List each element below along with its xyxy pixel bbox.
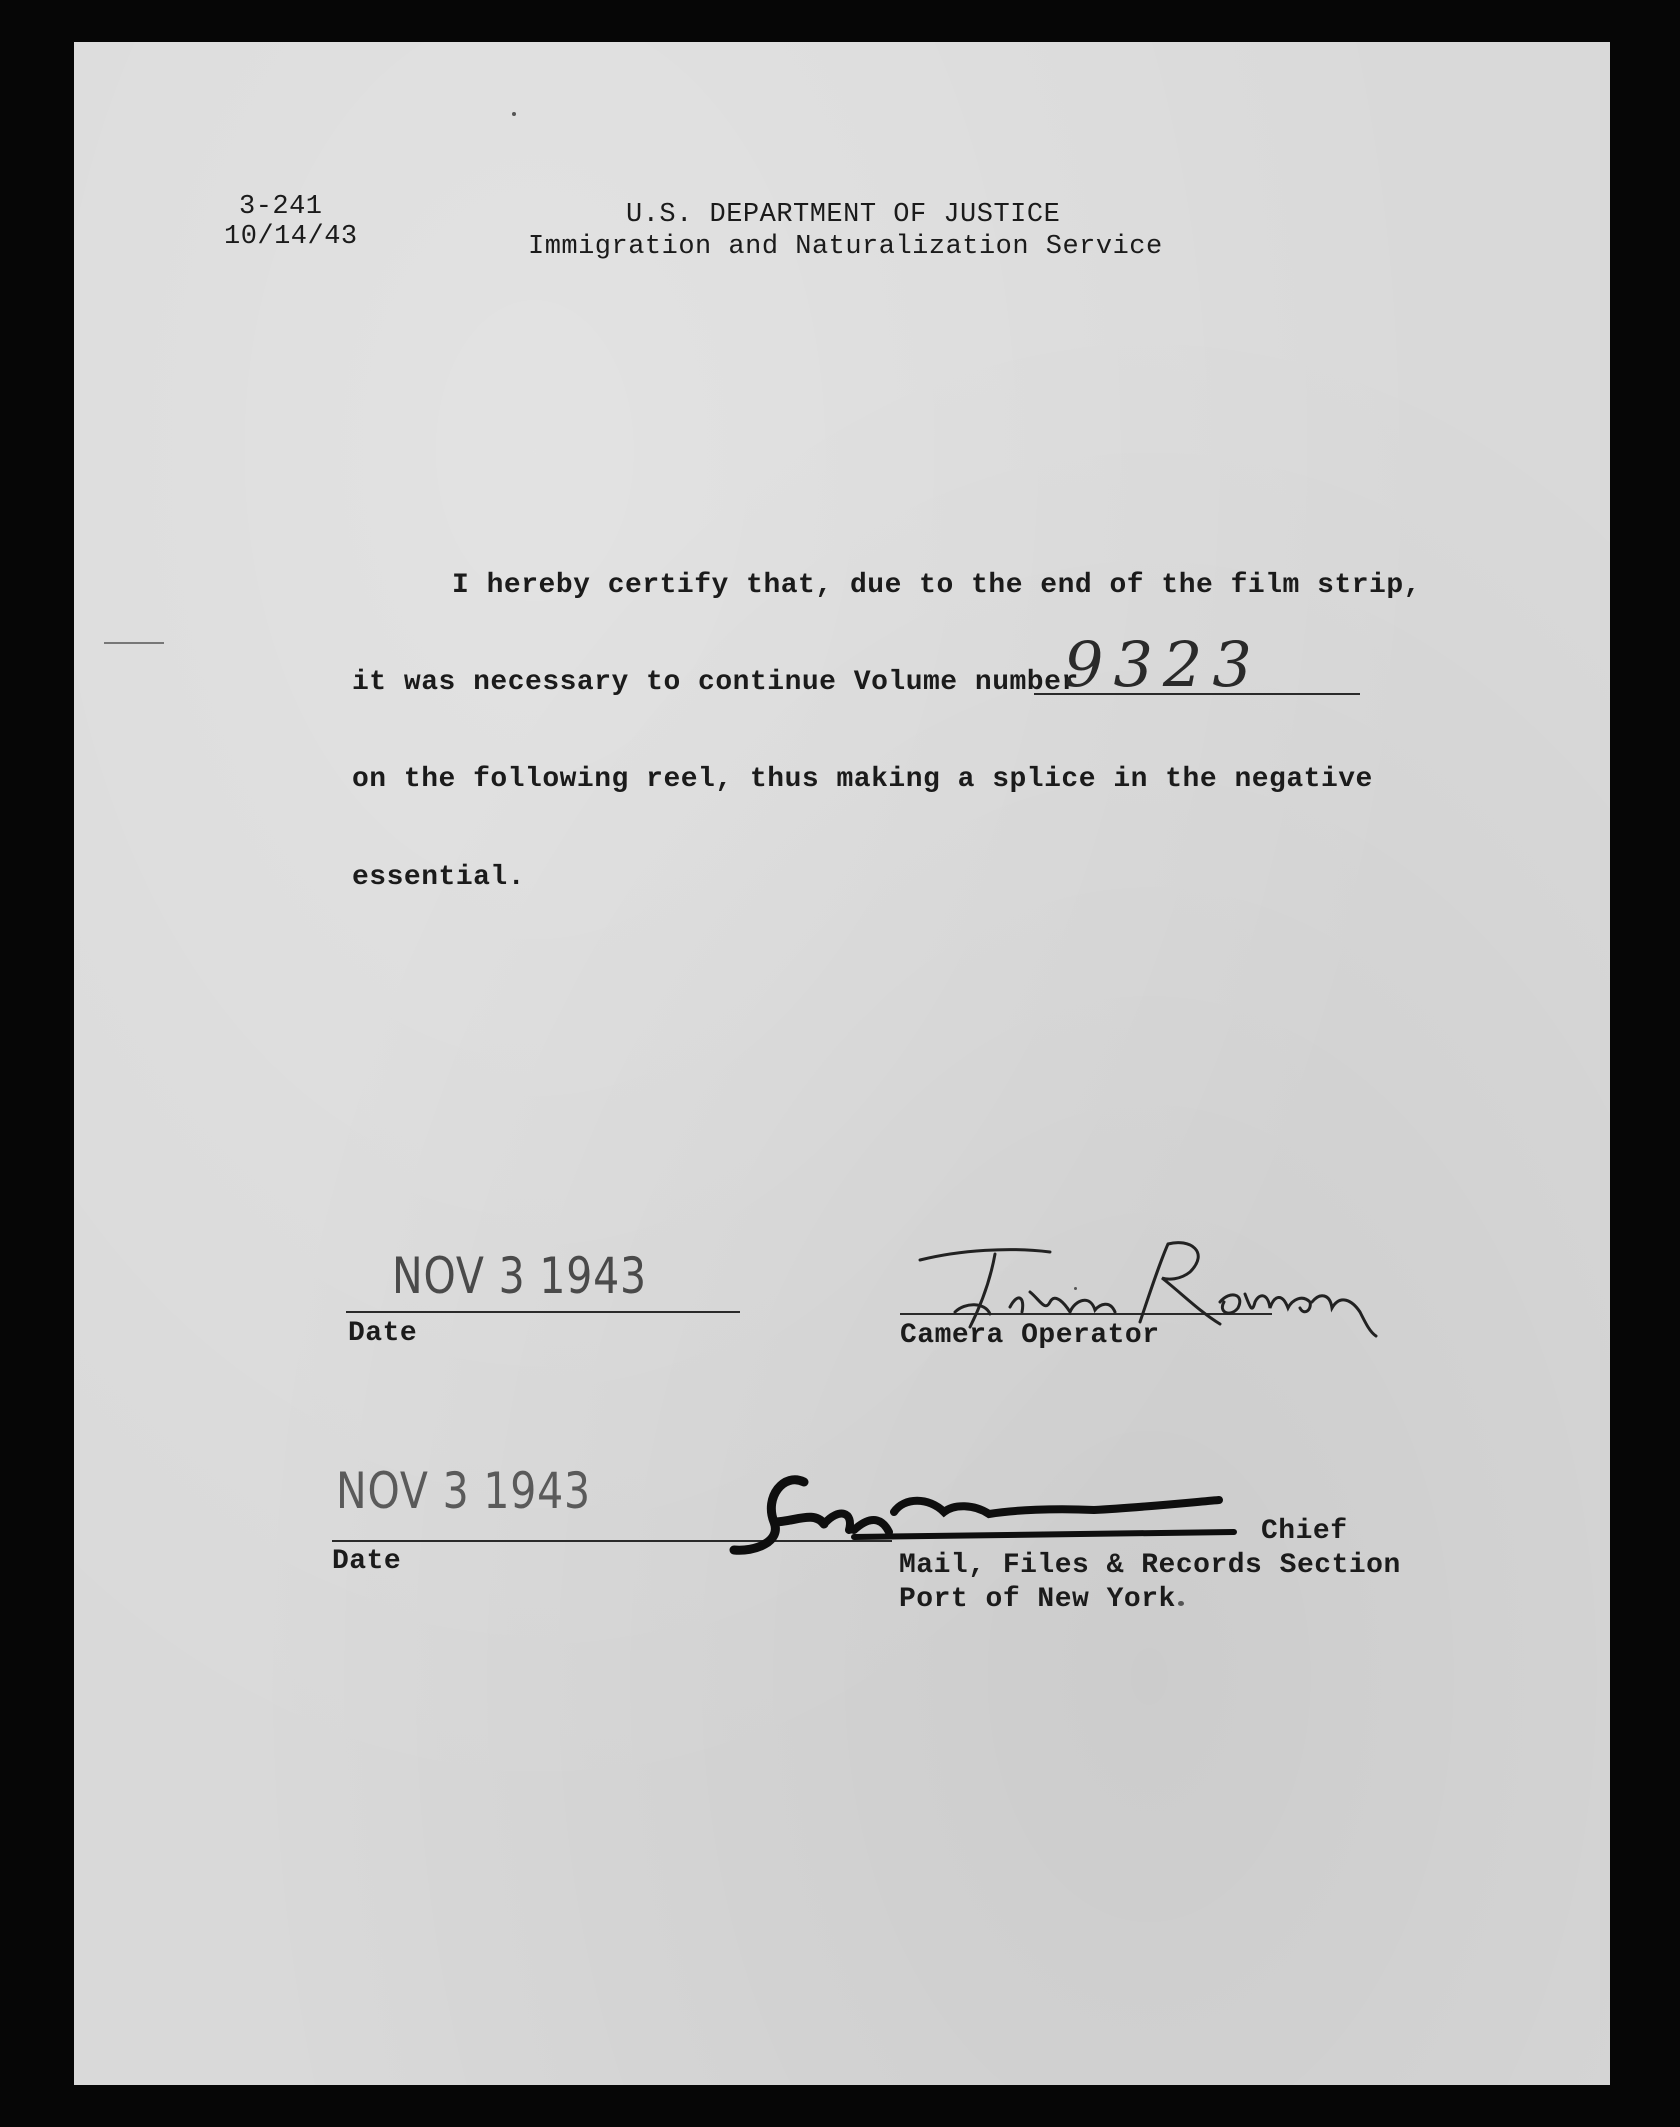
scan-speck	[1074, 1287, 1077, 1290]
camera-date-label: Date	[348, 1318, 418, 1349]
body-line-3: on the following reel, thus making a splice in the negative	[352, 764, 1373, 795]
body-line-1: I hereby certify that, due to the end of the film strip,	[452, 570, 1421, 601]
form-date: 10/14/43	[224, 222, 358, 252]
agency-heading: U.S. DEPARTMENT OF JUSTICE	[626, 200, 1061, 230]
chief-signature	[714, 1452, 1274, 1562]
volume-number: 9323	[1064, 628, 1262, 701]
chief-title: Chief	[1261, 1516, 1348, 1547]
scan-speck	[512, 112, 516, 116]
camera-date-line	[346, 1311, 740, 1313]
chief-date-label: Date	[332, 1546, 402, 1577]
scan-speck	[1178, 1601, 1184, 1606]
chief-date-stamp: NOV 3 1943	[336, 1462, 591, 1520]
service-heading: Immigration and Naturalization Service	[528, 232, 1163, 262]
form-number: 3-241	[239, 192, 323, 222]
chief-port: Port of New York	[899, 1584, 1176, 1615]
camera-operator-label: Camera Operator	[900, 1320, 1160, 1351]
chief-section-title: Mail, Files & Records Section	[899, 1550, 1401, 1581]
document-page	[74, 42, 1610, 2085]
body-line-4: essential.	[352, 862, 526, 893]
scan-mark	[104, 642, 164, 644]
camera-date-stamp: NOV 3 1943	[392, 1247, 647, 1305]
body-line-2: it was necessary to continue Volume number	[352, 667, 1079, 698]
